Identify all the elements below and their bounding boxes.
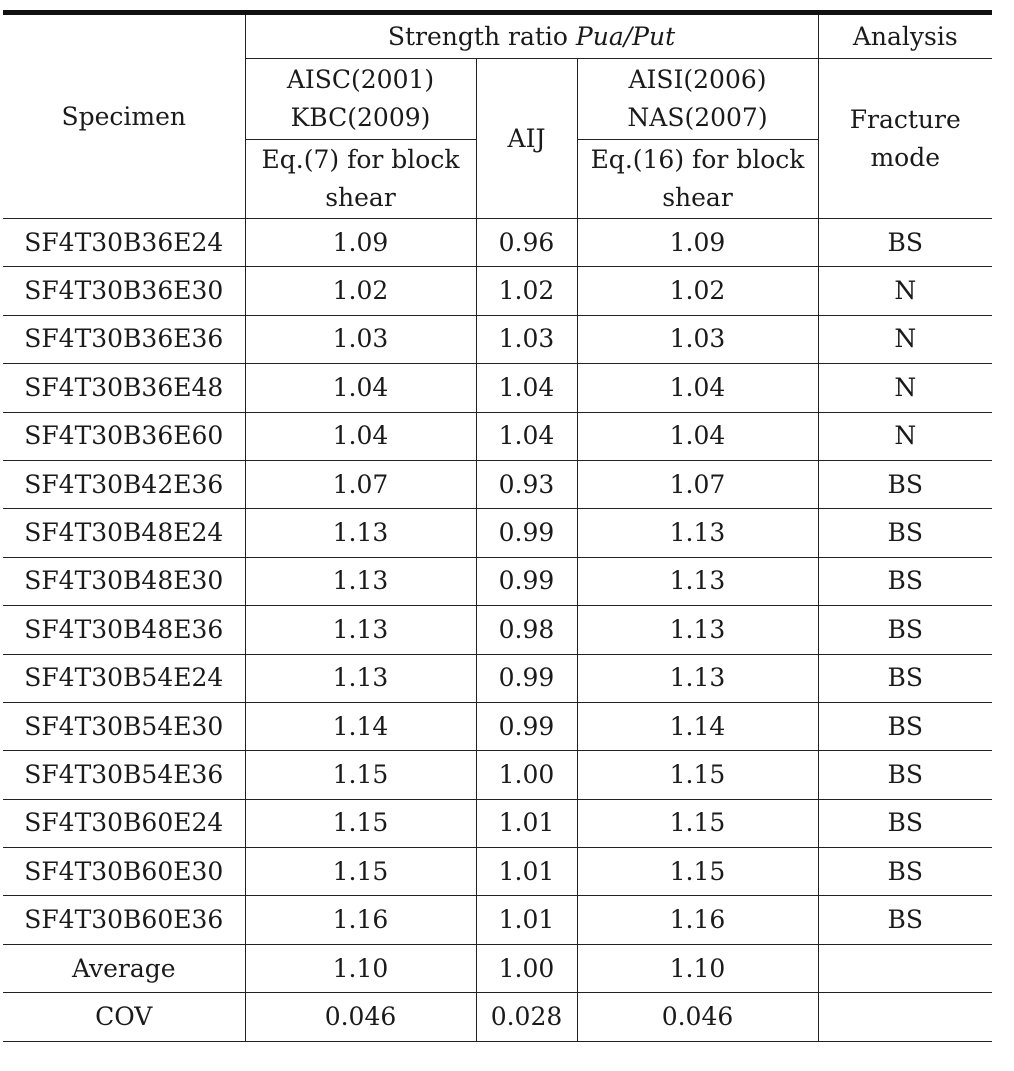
cell-specimen: SF4T30B36E60 xyxy=(3,412,245,460)
cell-aisi: 1.13 xyxy=(577,654,818,702)
table-row xyxy=(3,799,992,847)
cell-mode: N xyxy=(818,267,992,315)
cell-aij: 1.00 xyxy=(476,751,577,799)
header-aij: AIJ xyxy=(476,59,577,219)
cell-aisi: 1.15 xyxy=(577,848,818,896)
table-row xyxy=(3,606,992,654)
cell-mode: BS xyxy=(818,799,992,847)
cell-aisi: 1.14 xyxy=(577,702,818,750)
cell-mode: BS xyxy=(818,751,992,799)
cell-mode: BS xyxy=(818,557,992,605)
table-row xyxy=(3,364,992,412)
cell-mode: BS xyxy=(818,460,992,508)
header-aisc-kbc xyxy=(245,59,476,140)
strength-ratio-prefix: Strength ratio xyxy=(387,21,576,51)
header-eq16-line2: shear xyxy=(662,183,733,212)
table-row xyxy=(3,702,992,750)
cell-aisi: 1.02 xyxy=(577,267,818,315)
cell-aij: 0.99 xyxy=(476,702,577,750)
table-row xyxy=(3,460,992,508)
cell-specimen: SF4T30B48E36 xyxy=(3,606,245,654)
table-row xyxy=(3,654,992,702)
cell-specimen: SF4T30B60E36 xyxy=(3,896,245,944)
cell-aisc: 1.09 xyxy=(245,219,476,267)
cell-mode: BS xyxy=(818,702,992,750)
cell-specimen: SF4T30B42E36 xyxy=(3,460,245,508)
header-mode: mode xyxy=(870,142,941,172)
cell-mode: BS xyxy=(818,896,992,944)
cell-specimen: SF4T30B48E24 xyxy=(3,509,245,557)
cell-specimen: SF4T30B54E30 xyxy=(3,702,245,750)
table-row xyxy=(3,219,992,267)
cell-aisi: 1.15 xyxy=(577,751,818,799)
header-aisi: AISI(2006) xyxy=(628,65,767,94)
table-row xyxy=(3,751,992,799)
cell-aisi: 0.046 xyxy=(577,993,818,1041)
cell-aisc: 1.15 xyxy=(245,848,476,896)
cell-aij: 0.96 xyxy=(476,219,577,267)
header-fracture: Fracture xyxy=(849,104,961,134)
header-aisc: AISC(2001) xyxy=(286,65,435,94)
cell-specimen: Average xyxy=(3,944,245,992)
cell-mode xyxy=(818,944,992,992)
cell-aisc: 1.04 xyxy=(245,364,476,412)
cell-aij: 0.98 xyxy=(476,606,577,654)
cell-aisc: 1.07 xyxy=(245,460,476,508)
cell-aisc: 1.13 xyxy=(245,606,476,654)
cell-aisi: 1.04 xyxy=(577,412,818,460)
cell-aij: 0.99 xyxy=(476,557,577,605)
table-body xyxy=(3,219,992,1042)
cell-aisi: 1.13 xyxy=(577,606,818,654)
cell-aij: 0.028 xyxy=(476,993,577,1041)
header-eq16 xyxy=(577,140,818,219)
header-eq7-line2: shear xyxy=(325,183,396,212)
cell-aisc: 1.03 xyxy=(245,315,476,363)
cell-aisi: 1.16 xyxy=(577,896,818,944)
table-row xyxy=(3,412,992,460)
cell-aij: 1.03 xyxy=(476,315,577,363)
cell-specimen: SF4T30B60E30 xyxy=(3,848,245,896)
header-specimen: Specimen xyxy=(3,13,245,219)
table-row xyxy=(3,848,992,896)
header-eq16-line1: Eq.(16) for block xyxy=(590,145,805,174)
cell-aisc: 1.13 xyxy=(245,509,476,557)
cell-aisc: 1.15 xyxy=(245,799,476,847)
cell-aisc: 0.046 xyxy=(245,993,476,1041)
cell-aisi: 1.10 xyxy=(577,944,818,992)
cell-mode: BS xyxy=(818,219,992,267)
table-row xyxy=(3,315,992,363)
table-row xyxy=(3,896,992,944)
cell-mode: BS xyxy=(818,848,992,896)
table-row xyxy=(3,557,992,605)
cell-aij: 0.93 xyxy=(476,460,577,508)
cell-aij: 1.04 xyxy=(476,412,577,460)
cell-aisi: 1.15 xyxy=(577,799,818,847)
cell-mode: N xyxy=(818,412,992,460)
cell-aij: 1.01 xyxy=(476,896,577,944)
cell-aisc: 1.13 xyxy=(245,654,476,702)
cell-specimen: COV xyxy=(3,993,245,1041)
cell-specimen: SF4T30B36E24 xyxy=(3,219,245,267)
strength-ratio-table xyxy=(3,10,992,1042)
cell-mode: N xyxy=(818,315,992,363)
cell-aisc: 1.13 xyxy=(245,557,476,605)
table-row xyxy=(3,267,992,315)
cell-aij: 0.99 xyxy=(476,654,577,702)
header-nas: NAS(2007) xyxy=(627,103,768,132)
cell-specimen: SF4T30B60E24 xyxy=(3,799,245,847)
cell-aisi: 1.09 xyxy=(577,219,818,267)
cell-aij: 1.01 xyxy=(476,799,577,847)
cell-aisi: 1.04 xyxy=(577,364,818,412)
cell-mode: BS xyxy=(818,509,992,557)
cell-specimen: SF4T30B54E36 xyxy=(3,751,245,799)
cell-aisc: 1.10 xyxy=(245,944,476,992)
header-eq7-line1: Eq.(7) for block xyxy=(261,145,460,174)
cell-aisc: 1.15 xyxy=(245,751,476,799)
cell-mode: BS xyxy=(818,606,992,654)
cell-aisc: 1.04 xyxy=(245,412,476,460)
cell-aij: 1.01 xyxy=(476,848,577,896)
cell-aij: 0.99 xyxy=(476,509,577,557)
cell-specimen: SF4T30B36E30 xyxy=(3,267,245,315)
cell-mode: N xyxy=(818,364,992,412)
table-row-cov xyxy=(3,993,992,1041)
table-header xyxy=(3,13,992,219)
cell-aij: 1.04 xyxy=(476,364,577,412)
header-kbc: KBC(2009) xyxy=(290,103,431,132)
cell-aisc: 1.16 xyxy=(245,896,476,944)
cell-specimen: SF4T30B36E36 xyxy=(3,315,245,363)
cell-aij: 1.00 xyxy=(476,944,577,992)
cell-mode xyxy=(818,993,992,1041)
header-aisi-nas xyxy=(577,59,818,140)
cell-specimen: SF4T30B48E30 xyxy=(3,557,245,605)
cell-aisi: 1.07 xyxy=(577,460,818,508)
header-fracture-mode xyxy=(818,59,992,219)
table-row-average xyxy=(3,944,992,992)
strength-ratio-symbol: Pua/Put xyxy=(575,21,676,51)
table-row xyxy=(3,509,992,557)
cell-aisi: 1.03 xyxy=(577,315,818,363)
header-analysis: Analysis xyxy=(818,13,992,59)
cell-aisi: 1.13 xyxy=(577,557,818,605)
cell-specimen: SF4T30B36E48 xyxy=(3,364,245,412)
cell-mode: BS xyxy=(818,654,992,702)
header-eq7 xyxy=(245,140,476,219)
cell-aisi: 1.13 xyxy=(577,509,818,557)
header-strength-ratio xyxy=(245,13,818,59)
cell-aisc: 1.02 xyxy=(245,267,476,315)
cell-specimen: SF4T30B54E24 xyxy=(3,654,245,702)
cell-aisc: 1.14 xyxy=(245,702,476,750)
cell-aij: 1.02 xyxy=(476,267,577,315)
